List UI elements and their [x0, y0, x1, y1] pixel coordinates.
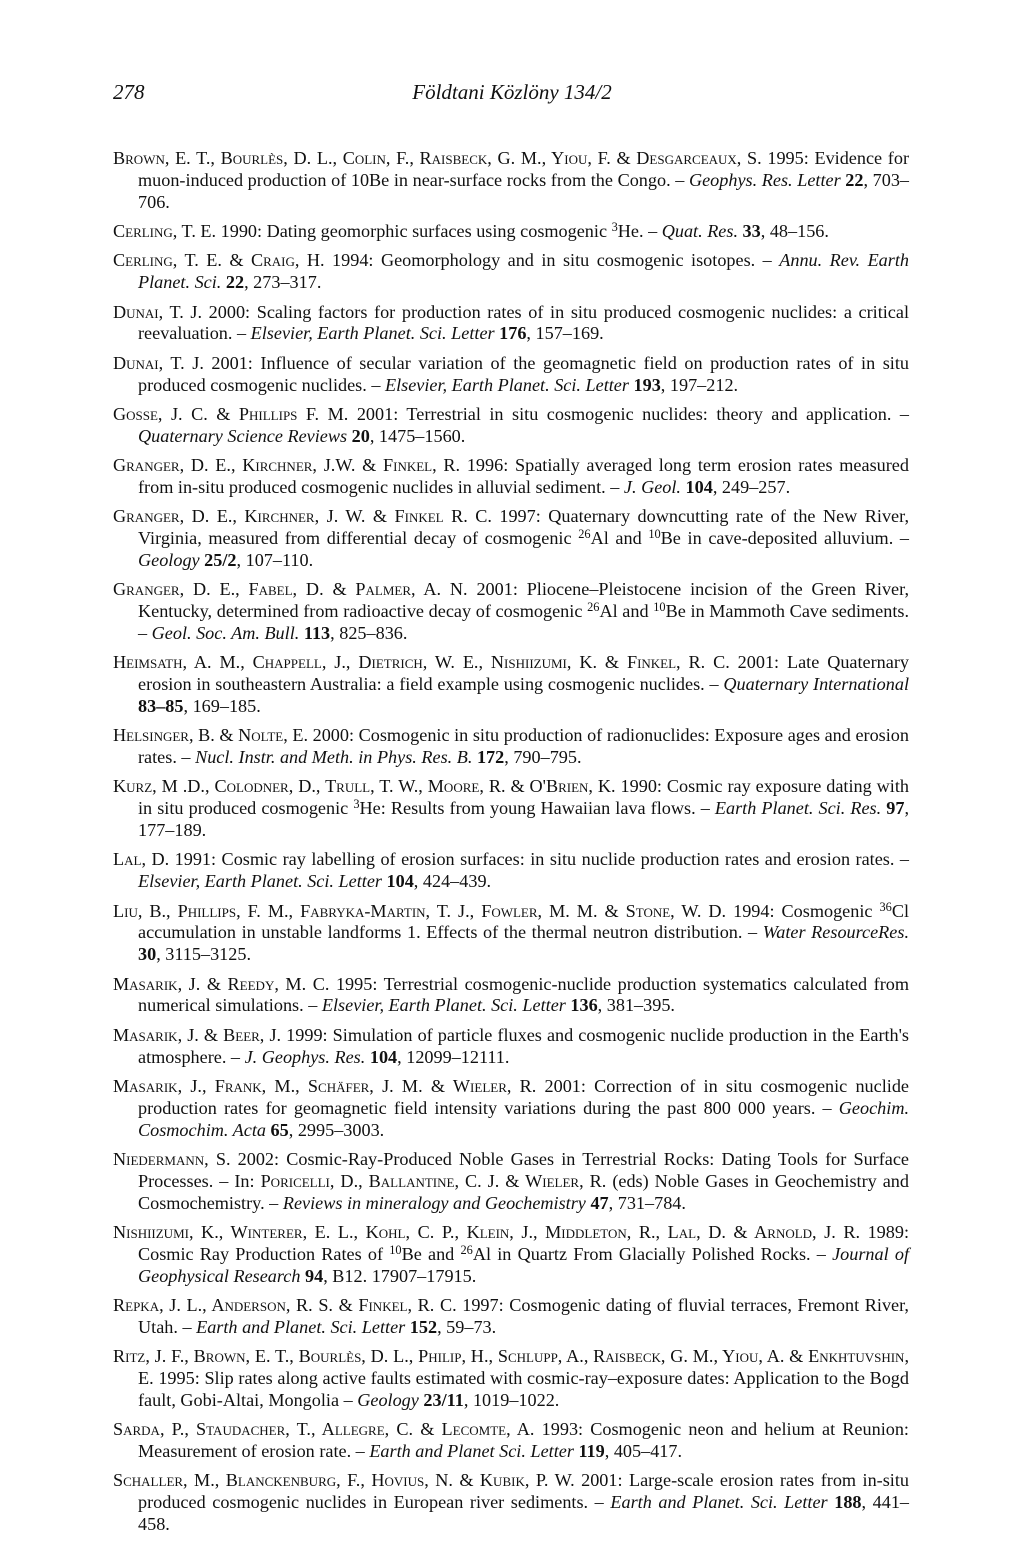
reference-authors: Schaller, M., Blanckenburg, F., Hovius, N. & Kubik, P. W. — [113, 1470, 575, 1491]
page-number: 278 — [113, 80, 145, 104]
reference-text: 1990: Cosmic ray exposure dating with in situ produced cosmogenic — [138, 776, 909, 819]
reference-entry — [113, 506, 909, 571]
reference-volume: 22 — [845, 169, 864, 190]
reference-text: , 2995–3003. — [288, 1119, 385, 1140]
reference-authors: Ritz, J. F., Brown, E. T., Bourlès, D. L., Philip, H., Schlupp, A., Raisbeck, G. M., Yiou, A. & Enkhtuvshin, E. — [113, 1346, 909, 1388]
reference-entry — [113, 250, 909, 294]
reference-volume: 65 — [270, 1119, 289, 1140]
reference-volume: 172 — [476, 747, 505, 768]
reference-text: Al in Quartz From Glacially Polished Rocks. – — [472, 1243, 833, 1264]
reference-text: 1991: Cosmic ray labelling of erosion surfaces: in situ nuclide production rates and erosion rates. – — [169, 849, 909, 870]
reference-entry — [113, 1149, 909, 1214]
reference-text: 1994: Geomorphology and in situ cosmogenic isotopes. – — [324, 250, 780, 271]
reference-text: 1990: Dating geomorphic surfaces using cosmogenic — [216, 220, 612, 241]
reference-authors: Masarik, J. & Beer, J. — [113, 1024, 282, 1045]
reference-text: Al and — [590, 528, 649, 549]
reference-authors: Dunai, T. J. — [113, 352, 204, 373]
reference-list — [113, 148, 909, 1543]
reference-text: , 441–458. — [138, 1492, 910, 1534]
reference-source: Reviews in mineralogy and Geochemistry — [282, 1192, 586, 1213]
reference-entry — [113, 302, 909, 346]
reference-text: , 107–110. — [236, 549, 314, 570]
reference-entry — [113, 1470, 909, 1535]
reference-authors: Poricelli, D., Ballantine, C. J. & Wieler, R. — [260, 1170, 607, 1191]
reference-authors: Lal, D. — [113, 849, 170, 870]
reference-text: Be in Mammoth Cave sediments. – — [138, 601, 910, 643]
isotope-superscript: 10 — [653, 599, 666, 614]
reference-authors: Granger, D. E., Fabel, D. & Palmer, A. N. — [113, 579, 468, 600]
reference-entry — [113, 1025, 909, 1069]
reference-source: Geochim. Cosmochim. Acta — [138, 1097, 909, 1140]
reference-authors: Cerling, T. E. — [113, 220, 217, 241]
reference-source: Elsevier, Earth Planet. Sci. Letter — [321, 995, 566, 1016]
reference-text: 1999: Simulation of particle fluxes and cosmogenic nuclide production in the Earth's atmosphere. – — [138, 1024, 909, 1067]
reference-source: Elsevier, Earth Planet. Sci. Letter — [138, 871, 382, 892]
isotope-superscript: 26 — [460, 1242, 473, 1257]
reference-source: Earth and Planet Sci. Letter — [369, 1440, 574, 1461]
reference-source: J. Geol. — [623, 476, 681, 497]
reference-volume: 25/2 — [204, 549, 237, 570]
reference-entry — [113, 652, 909, 717]
reference-volume: 113 — [303, 622, 331, 643]
reference-authors: Dunai, T. J. — [113, 301, 203, 322]
reference-text: 2001: Correction of in situ cosmogenic nuclide production rates for geomagnetic field intensity variations during the past 800 000 years. – — [138, 1075, 909, 1118]
reference-authors: Helsinger, B. & Nolte, E. — [113, 725, 309, 746]
reference-entry — [113, 901, 909, 966]
reference-text: , B12. 17907–17915. — [323, 1265, 477, 1286]
reference-text: 2001: Late Quaternary erosion in southeastern Australia: a field example using cosmogenic nuclides. – — [138, 652, 909, 695]
reference-volume: 97 — [886, 798, 905, 819]
reference-source: Journal of Geophysical Research — [138, 1243, 910, 1286]
reference-authors: Brown, E. T., Bourlès, D. L., Colin, F., Raisbeck, G. M., Yiou, F. & Desgarceaux, S. — [113, 148, 762, 168]
reference-volume: 23/11 — [423, 1389, 464, 1410]
reference-text: (eds) Noble Gases in Geochemistry and Cosmochemistry. – — [138, 1170, 909, 1213]
reference-volume: 193 — [633, 374, 661, 395]
reference-text: , 731–784. — [608, 1192, 686, 1213]
reference-volume: 188 — [834, 1492, 862, 1513]
reference-entry — [113, 1076, 909, 1141]
reference-text: , 381–395. — [597, 995, 675, 1016]
journal-title: Földtani Közlöny 134/2 — [412, 80, 612, 104]
reference-text: 1996: Spatially averaged long term erosion rates measured from in-situ produced cosmogenic nuclides in alluvial sediment. – — [138, 455, 909, 497]
reference-volume: 104 — [685, 476, 713, 497]
reference-text: 1994: Cosmogenic — [726, 900, 880, 921]
reference-text: , 1475–1560. — [369, 425, 466, 446]
reference-text: , 825–836. — [330, 622, 408, 643]
reference-entry — [113, 849, 909, 893]
reference-authors: Niedermann, S. — [113, 1148, 231, 1169]
reference-authors: Masarik, J., Frank, M., Schäfer, J. M. & Wieler, R. — [113, 1075, 537, 1096]
reference-text: , 1019–1022. — [463, 1389, 560, 1410]
reference-text: 2000: Cosmogenic in situ production of radionuclides: Exposure ages and erosion rates. – — [138, 725, 909, 768]
reference-text: , 59–73. — [437, 1316, 497, 1337]
reference-text: , 703–706. — [138, 169, 910, 212]
reference-source: Elsevier, Earth Planet. Sci. Letter — [384, 374, 629, 395]
reference-text: , 177–189. — [138, 798, 910, 841]
reference-text: , 157–169. — [526, 323, 604, 344]
running-header — [0, 80, 1024, 110]
reference-volume: 83–85 — [138, 695, 184, 716]
reference-source: Water ResourceRes. — [762, 922, 909, 943]
isotope-superscript: 3 — [353, 797, 360, 812]
isotope-superscript: 26 — [587, 599, 600, 614]
reference-source: Geol. Soc. Am. Bull. — [151, 622, 300, 643]
reference-text: 2002: Cosmic-Ray-Produced Noble Gases in Terrestrial Rocks: Dating Tools for Surface Processes. – In: — [138, 1148, 909, 1191]
reference-entry — [113, 353, 909, 397]
reference-text: Al and — [599, 601, 654, 622]
reference-source: Geology — [138, 549, 200, 570]
reference-authors: Liu, B., Phillips, F. M., Fabryka-Martin, T. J., Fowler, M. M. & Stone, W. D. — [113, 900, 727, 921]
isotope-superscript: 26 — [578, 526, 591, 541]
reference-authors: Gosse, J. C. & Phillips F. M. — [113, 403, 349, 424]
reference-volume: 104 — [386, 871, 414, 892]
reference-text: 2001: Large-scale erosion rates from in-situ produced cosmogenic nuclides in European river sediments. – — [138, 1470, 909, 1513]
reference-volume: 176 — [499, 323, 527, 344]
reference-entry — [113, 221, 909, 243]
reference-text: , 197–212. — [660, 374, 739, 395]
reference-text: 1995: Terrestrial cosmogenic-nuclide production systematics calculated from numerical simulations. – — [138, 973, 909, 1016]
reference-entry — [113, 404, 909, 448]
reference-text: 2000: Scaling factors for production rates of in situ produced cosmogenic nuclides: a critical reevaluation. – — [138, 301, 910, 344]
reference-entry — [113, 776, 909, 841]
reference-volume: 30 — [138, 944, 157, 965]
reference-text: Cl accumulation in unstable landforms 1. Effects of the thermal neutron distribution. – — [138, 900, 909, 943]
reference-source: Earth and Planet. Sci. Letter — [196, 1316, 406, 1337]
reference-text: He. – — [617, 220, 662, 241]
reference-authors: Sarda, P., Staudacher, T., Allegre, C. & Lecomte, A. — [113, 1419, 535, 1440]
reference-source: Quat. Res. — [661, 220, 738, 241]
reference-entry — [113, 579, 909, 644]
reference-text: , 790–795. — [504, 747, 582, 768]
reference-text: 1997: Quaternary downcutting rate of the New River, Virginia, measured from differential decay of cosmogenic — [138, 506, 909, 549]
reference-entry — [113, 974, 909, 1018]
reference-source: Nucl. Instr. and Meth. in Phys. Res. B. — [195, 747, 473, 768]
reference-entry — [113, 725, 909, 769]
reference-text: , 405–417. — [604, 1440, 683, 1461]
reference-authors: Nishiizumi, K., Winterer, E. L., Kohl, C. P., Klein, J., Middleton, R., Lal, D. & Arnold, J. R. — [113, 1221, 861, 1242]
reference-text: , 12099–12111. — [397, 1046, 510, 1067]
reference-authors: Cerling, T. E. & Craig, H. — [113, 250, 325, 271]
reference-authors: Heimsath, A. M., Chappell, J., Dietrich, W. E., Nishiizumi, K. & Finkel, R. C. — [113, 652, 730, 673]
reference-volume: 119 — [578, 1440, 605, 1461]
reference-entry — [113, 1419, 909, 1463]
reference-source: J. Geophys. Res. — [244, 1046, 366, 1067]
reference-text: 2001: Pliocene–Pleistocene incision of the Green River, Kentucky, determined from radioactive decay of cosmogenic — [138, 579, 910, 622]
isotope-superscript: 10 — [389, 1242, 402, 1257]
reference-source: Geophys. Res. Letter — [688, 169, 841, 190]
isotope-superscript: 36 — [879, 899, 892, 914]
reference-entry — [113, 1295, 909, 1339]
reference-volume: 136 — [570, 995, 598, 1016]
isotope-superscript: 3 — [611, 219, 618, 234]
reference-authors: Granger, D. E., Kirchner, J. W. & Finkel R. C. — [113, 506, 492, 527]
reference-text: , 424–439. — [413, 871, 492, 892]
reference-authors: Repka, J. L., Anderson, R. S. & Finkel, R. C. — [113, 1294, 457, 1315]
reference-entry — [113, 1346, 909, 1411]
reference-text: , 249–257. — [712, 476, 791, 497]
reference-text: 1995: Slip rates along active faults estimated with cosmic-ray–exposure dates: Application to the Bogd fault, Gobi-Altai, Mongolia – — [138, 1367, 909, 1410]
reference-text: , 48–156. — [760, 220, 829, 241]
reference-source: Elsevier, Earth Planet. Sci. Letter — [250, 323, 495, 344]
reference-authors: Kurz, M .D., Colodner, D., Trull, T. W., Moore, R. & O'Brien, K. — [113, 776, 616, 797]
reference-volume: 22 — [225, 272, 245, 293]
reference-source: Geology — [357, 1389, 419, 1410]
reference-source: Quaternary Science Reviews — [138, 425, 348, 446]
reference-source: Annu. Rev. Earth Planet. Sci. — [138, 250, 909, 293]
reference-text: 1993: Cosmogenic neon and helium at Reunion: Measurement of erosion rate. – — [138, 1419, 909, 1461]
reference-volume: 94 — [305, 1265, 324, 1286]
reference-text: , 273–317. — [244, 272, 322, 293]
reference-volume: 47 — [590, 1192, 609, 1213]
reference-entry — [113, 455, 909, 499]
reference-entry — [113, 148, 909, 213]
reference-authors: Masarik, J. & Reedy, M. C. — [113, 973, 330, 994]
reference-source: Quaternary International — [723, 674, 909, 695]
reference-text: , 169–185. — [183, 695, 261, 716]
reference-text: 1995: Evidence for muon-induced production of 10Be in near-surface rocks from the Congo. – — [138, 148, 909, 190]
reference-volume: 104 — [369, 1046, 398, 1067]
reference-text: Be in cave-deposited alluvium. – — [660, 528, 909, 549]
reference-text: Be and — [401, 1243, 461, 1264]
reference-text: 1997: Cosmogenic dating of fluvial terraces, Fremont River, Utah. – — [138, 1294, 909, 1337]
reference-volume: 20 — [351, 425, 370, 446]
reference-source: Earth and Planet. Sci. Letter — [610, 1492, 828, 1513]
reference-text: 1989: Cosmic Ray Production Rates of — [138, 1221, 909, 1264]
reference-volume: 152 — [409, 1316, 438, 1337]
reference-entry — [113, 1222, 909, 1287]
reference-text: , 3115–3125. — [156, 944, 251, 965]
reference-authors: Granger, D. E., Kirchner, J.W. & Finkel, R. — [113, 455, 461, 476]
isotope-superscript: 10 — [648, 526, 661, 541]
reference-volume: 33 — [742, 220, 761, 241]
reference-text: 2001: Influence of secular variation of the geomagnetic field on production rates of in situ produced cosmogenic nuclides. – — [138, 352, 909, 395]
reference-text: 2001: Terrestrial in situ cosmogenic nuclides: theory and application. – — [348, 403, 909, 424]
reference-source: Earth Planet. Sci. Res. — [714, 798, 882, 819]
reference-text: He: Results from young Hawaiian lava flows. – — [359, 798, 715, 819]
